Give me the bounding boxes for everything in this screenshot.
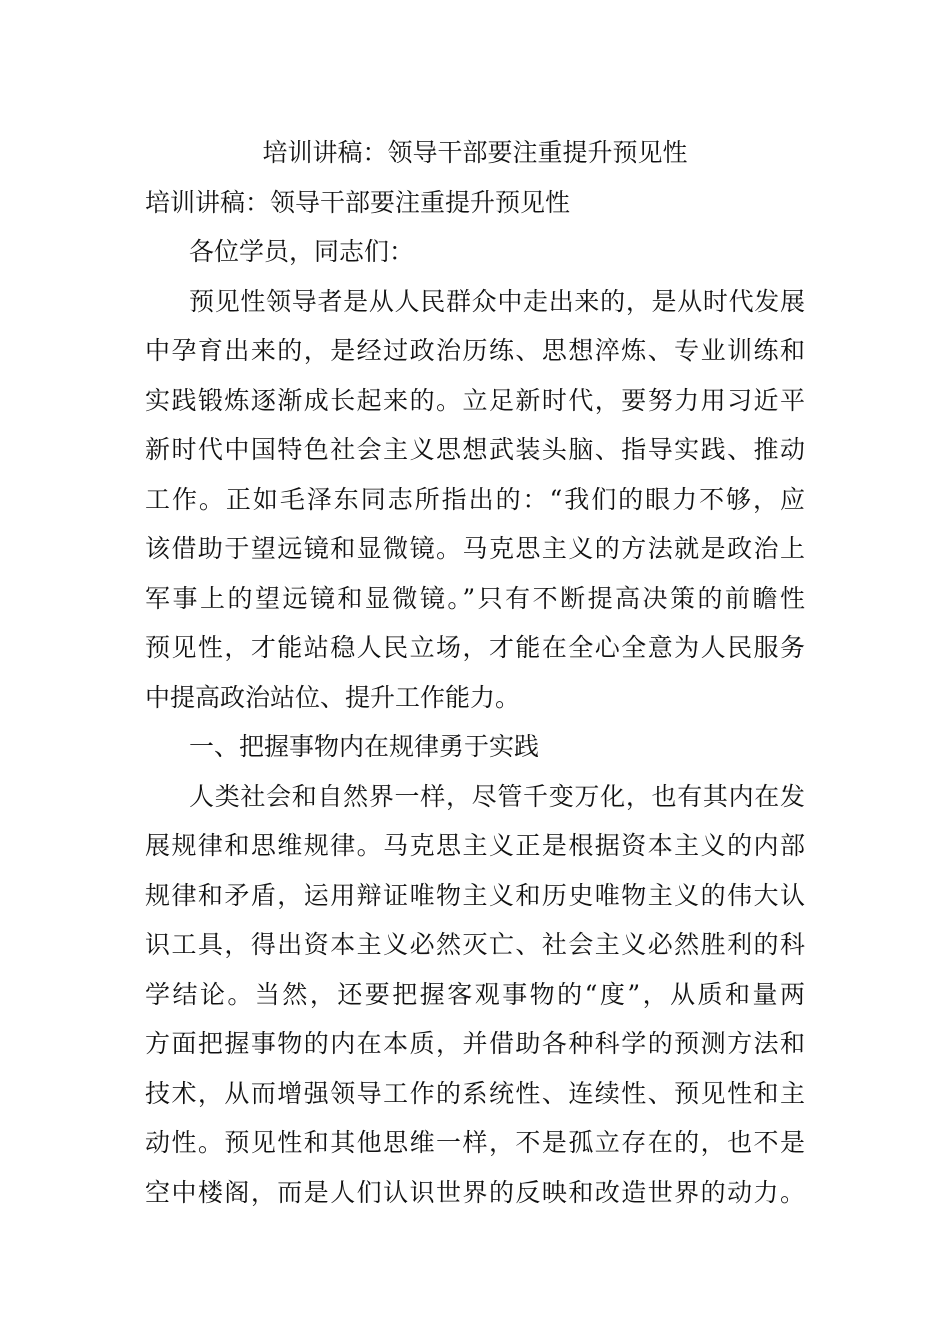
paragraph-line: 动性。预见性和其他思维一样，不是孤立存在的，也不是 bbox=[145, 1128, 805, 1157]
paragraph-line: 工作。正如毛泽东同志所指出的：“我们的眼力不够，应 bbox=[145, 484, 805, 514]
paragraph-section-one bbox=[145, 772, 805, 1218]
paragraph-line: 识工具，得出资本主义必然灭亡、社会主义必然胜利的科 bbox=[145, 930, 805, 959]
paragraph-line: 中提高政治站位、提升工作能力。 bbox=[145, 682, 521, 712]
paragraph-line: 中孕育出来的，是经过政治历练、思想淬炼、专业训练和 bbox=[145, 336, 805, 365]
paragraph-line: 人类社会和自然界一样，尽管千变万化，也有其内在发 bbox=[189, 781, 805, 811]
document-subtitle: 培训讲稿：领导干部要注重提升预见性 bbox=[145, 187, 571, 217]
section-heading: 一、把握事物内在规律勇于实践 bbox=[189, 732, 540, 761]
document-title: 培训讲稿：领导干部要注重提升预见性 bbox=[262, 138, 688, 167]
paragraph-line: 技术，从而增强领导工作的系统性、连续性、预见性和主 bbox=[145, 1078, 805, 1108]
paragraph-line: 实践锻炼逐渐成长起来的。立足新时代，要努力用习近平 bbox=[145, 385, 805, 415]
paragraph-line: 学结论。当然，还要把握客观事物的“度”，从质和量两 bbox=[145, 979, 805, 1009]
paragraph-line: 空中楼阁，而是人们认识世界的反映和改造世界的动力。 bbox=[145, 1177, 805, 1207]
paragraph-line: 该借助于望远镜和显微镜。马克思主义的方法就是政治上 bbox=[145, 534, 805, 563]
paragraph-intro bbox=[145, 277, 805, 723]
paragraph-line: 新时代中国特色社会主义思想武装头脑、指导实践、推动 bbox=[145, 435, 805, 464]
paragraph-line: 展规律和思维规律。马克思主义正是根据资本主义的内部 bbox=[145, 831, 805, 860]
greeting: 各位学员，同志们： bbox=[189, 237, 415, 266]
document-page bbox=[145, 128, 805, 1217]
paragraph-line: 军事上的望远镜和显微镜。”只有不断提高决策的前瞻性 bbox=[145, 583, 805, 613]
paragraph-line: 方面把握事物的内在本质，并借助各种科学的预测方法和 bbox=[145, 1029, 805, 1058]
paragraph-line: 预见性，才能站稳人民立场，才能在全心全意为人民服务 bbox=[145, 633, 805, 662]
paragraph-line: 预见性领导者是从人民群众中走出来的，是从时代发展 bbox=[189, 286, 805, 316]
paragraph-line: 规律和矛盾，运用辩证唯物主义和历史唯物主义的伟大认 bbox=[145, 880, 805, 910]
